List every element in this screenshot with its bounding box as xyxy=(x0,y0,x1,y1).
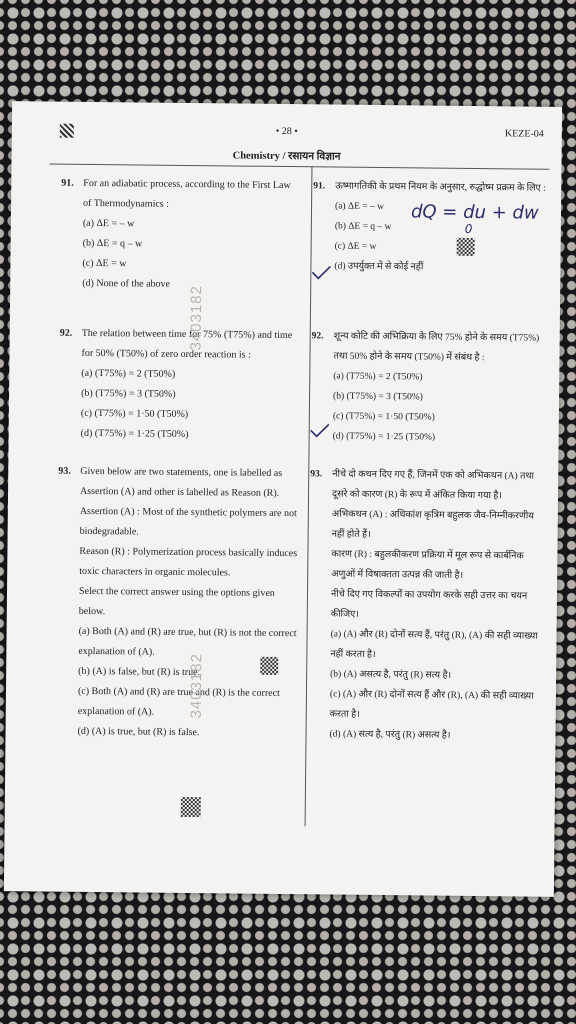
question-number: 92. xyxy=(311,331,324,342)
assertion-text: Assertion (A) : Most of the synthetic polymers are not biodegradable. xyxy=(79,505,297,538)
option-c: (c) ΔE = w xyxy=(82,257,127,270)
option-a: (a) (A) और (R) दोनों सत्य हैं, परंतु (R), (A) की सही व्याख्या नहीं करता है। xyxy=(330,629,538,660)
paper-code: KEZE-04 xyxy=(504,128,544,140)
qr-code-icon xyxy=(260,657,278,675)
question-number: 93. xyxy=(310,469,323,480)
question-stem: नीचे दो कथन दिए गए हैं, जिनमें एक को अभिकथन (A) तथा दूसरे को कारण (R) के रूप में अंकित किया गया है। xyxy=(331,469,535,502)
option-c: (c) (T75%) = 1·50 (T50%) xyxy=(80,407,189,421)
option-b: (b) (A) is false, but (R) is true. xyxy=(78,665,201,679)
assertion-text: अभिकथन (A) : अधिकांश कृत्रिम बहुलक जैव-निम्नीकरणीय नहीं होते हैं। xyxy=(331,509,534,540)
option-b: (b) ΔE = q – w xyxy=(334,221,392,233)
question-stem: The relation between time for 75% (T75%) and time for 50% (T50%) of zero order reaction is : xyxy=(81,327,293,361)
page-header xyxy=(12,121,562,147)
option-d: (d) (A) सत्य है, परंतु (R) असत्य है। xyxy=(329,729,451,741)
page-number: • 28 • xyxy=(275,125,298,138)
check-mark-icon xyxy=(310,264,332,280)
option-a: (a) (T75%) = 2 (T50%) xyxy=(81,367,176,380)
instruction-text: Select the correct answer using the options given below. xyxy=(78,585,275,618)
question-stem: Given below are two statements, one is labelled as Assertion (A) and other is labelled as Reason (R). xyxy=(80,465,283,499)
question-stem: For an adiabatic process, according to the First Law of Thermodynamics : xyxy=(83,177,291,210)
handwritten-subscript: 0 xyxy=(464,221,473,236)
question-number: 93. xyxy=(58,465,71,477)
question-92-hi xyxy=(311,326,548,448)
qr-code-icon xyxy=(457,238,475,256)
option-c: (c) (T75%) = 1·50 (T50%) xyxy=(332,411,435,423)
option-b: (b) (A) असत्य है, परंतु (R) सत्य है। xyxy=(330,669,452,681)
question-91-hi xyxy=(312,176,549,278)
question-stem: शून्य कोटि की अभिक्रिया के लिए 75% होने के समय (T75%) तथा 50% होने के समय (T50%) में संबंध है : xyxy=(333,331,540,364)
section-title: Chemistry / रसायन विज्ञान xyxy=(232,150,341,163)
option-c: (c) Both (A) and (R) are true and (R) is the correct explanation of (A). xyxy=(77,685,280,718)
option-d: (d) (T75%) = 1·25 (T50%) xyxy=(80,427,189,441)
option-d: (d) उपर्युक्त में से कोई नहीं xyxy=(334,261,424,273)
option-b: (b) ΔE = q – w xyxy=(82,237,143,250)
watermark-stamp: 3403182 xyxy=(187,653,206,719)
question-91-en xyxy=(60,174,301,297)
instruction-text: नीचे दिए गए विकल्पों का उपयोग करके सही उत्तर का चयन कीजिए। xyxy=(330,589,528,620)
reason-text: कारण (R) : बहुलकीकरण प्रक्रिया में मूल रूप से कार्बनिक अणुओं में विषाक्तता उत्पन्न की जाती है। xyxy=(331,549,524,581)
option-d: (d) (A) is true, but (R) is false. xyxy=(77,725,200,739)
check-mark-icon xyxy=(309,422,331,438)
option-a: (a) (T75%) = 2 (T50%) xyxy=(333,371,423,383)
option-a: (a) ΔE = – w xyxy=(82,217,135,230)
question-stem: ऊष्मागतिकी के प्रथम नियम के अनुसार, रुद्धोष्म प्रक्रम के लिए : xyxy=(335,181,546,194)
option-a: (a) ΔE = – w xyxy=(335,201,385,213)
watermark-stamp: 3403182 xyxy=(187,284,206,351)
question-number: 91. xyxy=(313,181,326,192)
handwritten-note: dQ = du + dw xyxy=(410,201,539,224)
option-b: (b) (T75%) = 3 (T50%) xyxy=(333,391,423,403)
option-b: (b) (T75%) = 3 (T50%) xyxy=(81,387,176,400)
option-d: (d) (T75%) = 1·25 (T50%) xyxy=(332,431,436,443)
question-92-en xyxy=(59,324,300,447)
exam-page xyxy=(4,101,562,897)
question-93-hi xyxy=(307,464,546,746)
option-d: (d) None of the above xyxy=(82,277,171,290)
question-93-en xyxy=(55,462,298,744)
qr-code-icon xyxy=(181,797,201,817)
question-number: 91. xyxy=(61,177,74,189)
question-number: 92. xyxy=(59,327,73,339)
option-a: (a) Both (A) and (R) are true, but (R) is not the correct explanation of (A). xyxy=(78,625,297,658)
reason-text: Reason (R) : Polymerization process basically induces toxic characters in organic molecules. xyxy=(79,545,298,579)
option-c: (c) ΔE = w xyxy=(334,241,377,252)
option-c: (c) (A) और (R) दोनों सत्य हैं और (R), (A) की सही व्याख्या करता है। xyxy=(329,689,534,720)
